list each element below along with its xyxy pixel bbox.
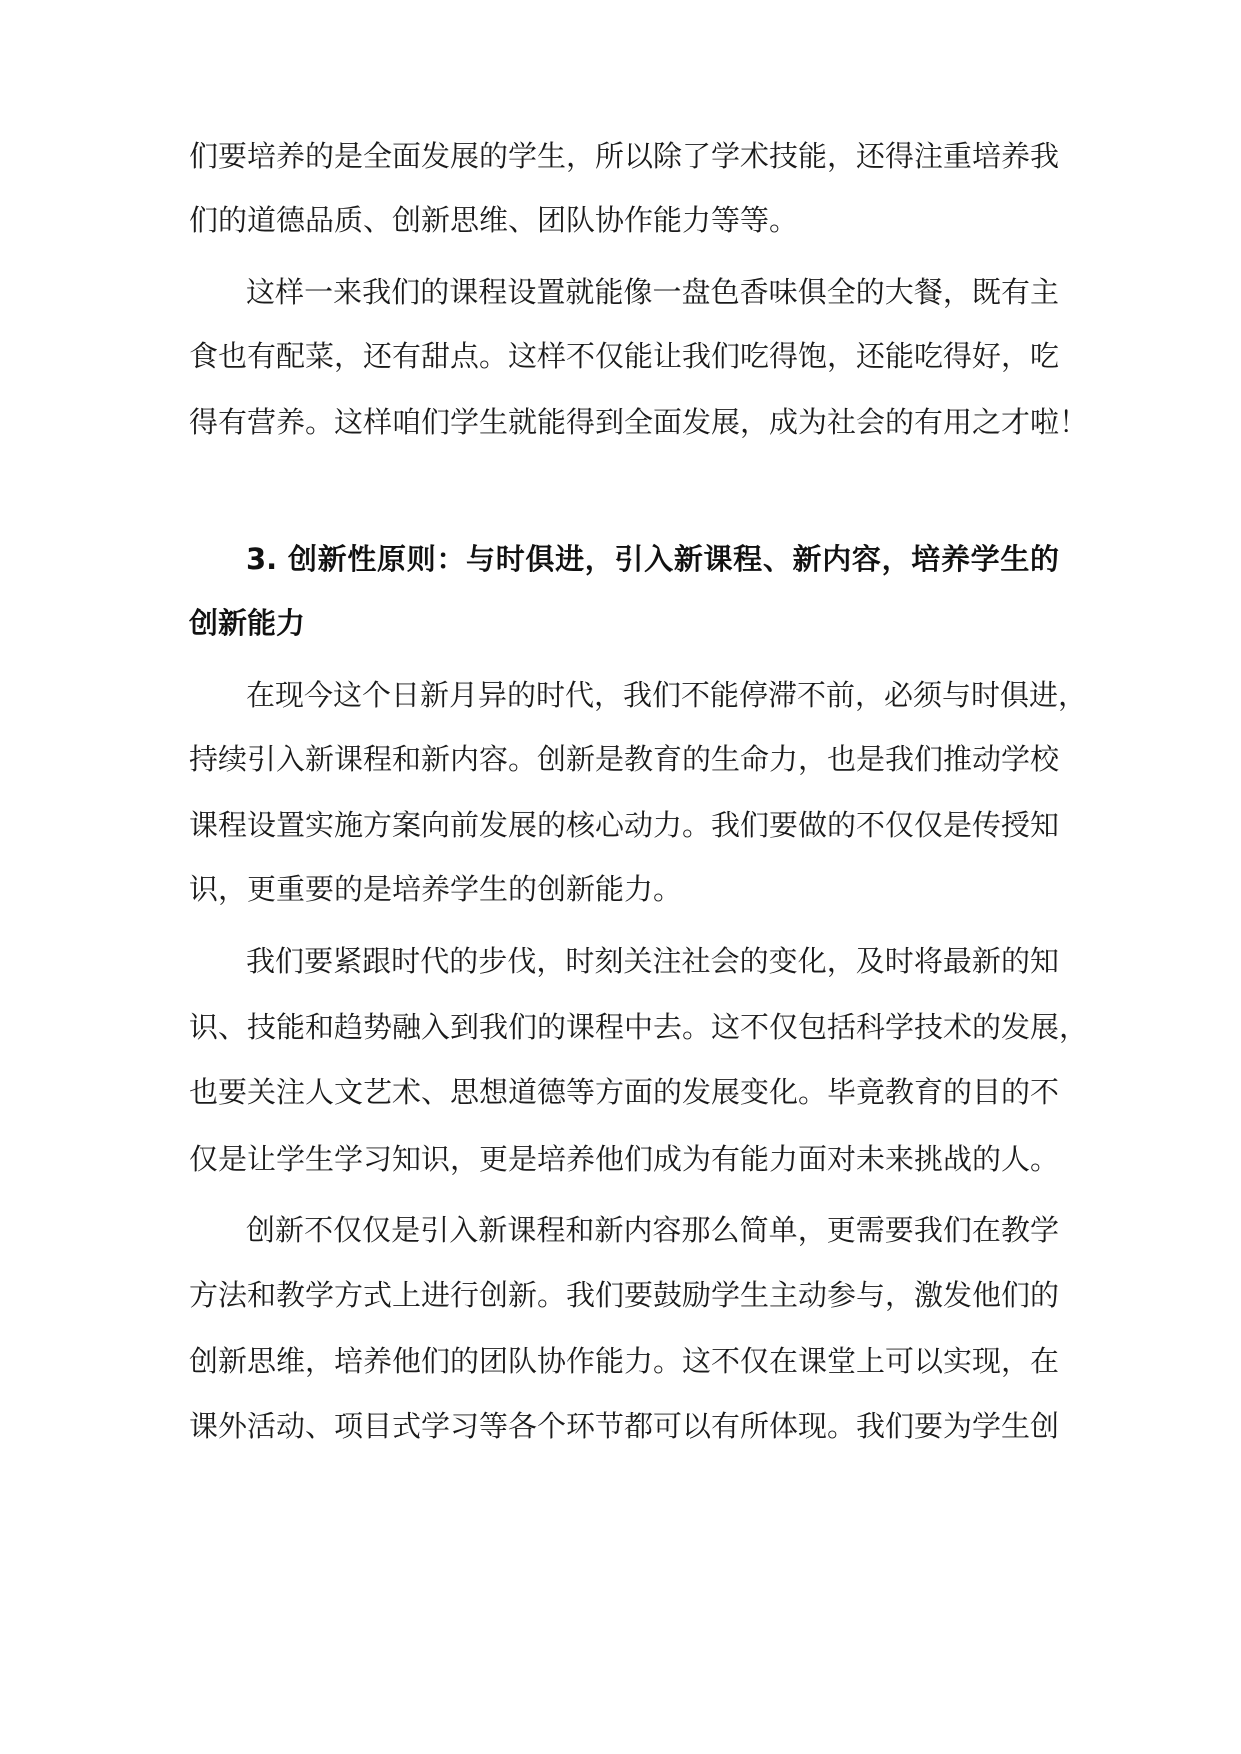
paragraph-3-line-3: 课程设置实施方案向前发展的核心动力。我们要做的不仅仅是传授知 — [189, 808, 1060, 842]
paragraph-5-line-1: 创新不仅仅是引入新课程和新内容那么简单，更需要我们在教学 — [246, 1213, 1059, 1247]
paragraph-4-line-4: 仅是让学生学习知识，更是培养他们成为有能力面对未来挑战的人。 — [189, 1142, 1060, 1176]
section-heading-line-1: 3. 创新性原则：与时俱进，引入新课程、新内容，培养学生的 — [246, 542, 1059, 576]
paragraph-5-line-2: 方法和教学方式上进行创新。我们要鼓励学生主动参与，激发他们的 — [189, 1278, 1060, 1312]
paragraph-5-line-3: 创新思维，培养他们的团队协作能力。这不仅在课堂上可以实现，在 — [189, 1344, 1060, 1378]
paragraph-5-line-4: 课外活动、项目式学习等各个环节都可以有所体现。我们要为学生创 — [189, 1409, 1060, 1443]
paragraph-4-line-3: 也要关注人文艺术、思想道德等方面的发展变化。毕竟教育的目的不 — [189, 1075, 1060, 1109]
paragraph-4-line-1: 我们要紧跟时代的步伐，时刻关注社会的变化，及时将最新的知 — [246, 944, 1059, 978]
paragraph-2-line-1: 这样一来我们的课程设置就能像一盘色香味俱全的大餐，既有主 — [246, 275, 1059, 309]
paragraph-4-line-2: 识、技能和趋势融入到我们的课程中去。这不仅包括科学技术的发展， — [189, 1010, 1089, 1044]
paragraph-3-line-4: 识，更重要的是培养学生的创新能力。 — [189, 872, 683, 906]
paragraph-2-line-3: 得有营养。这样咱们学生就能得到全面发展，成为社会的有用之才啦！ — [189, 405, 1089, 439]
paragraph-1-line-2: 们的道德品质、创新思维、团队协作能力等等。 — [189, 203, 799, 237]
section-heading-line-2: 创新能力 — [189, 606, 306, 640]
paragraph-1-line-1: 们要培养的是全面发展的学生，所以除了学术技能，还得注重培养我 — [189, 139, 1060, 173]
paragraph-3-line-1: 在现今这个日新月异的时代，我们不能停滞不前，必须与时俱进， — [246, 678, 1088, 712]
paragraph-3-line-2: 持续引入新课程和新内容。创新是教育的生命力，也是我们推动学校 — [189, 742, 1060, 776]
paragraph-2-line-2: 食也有配菜，还有甜点。这样不仅能让我们吃得饱，还能吃得好，吃 — [189, 339, 1060, 373]
